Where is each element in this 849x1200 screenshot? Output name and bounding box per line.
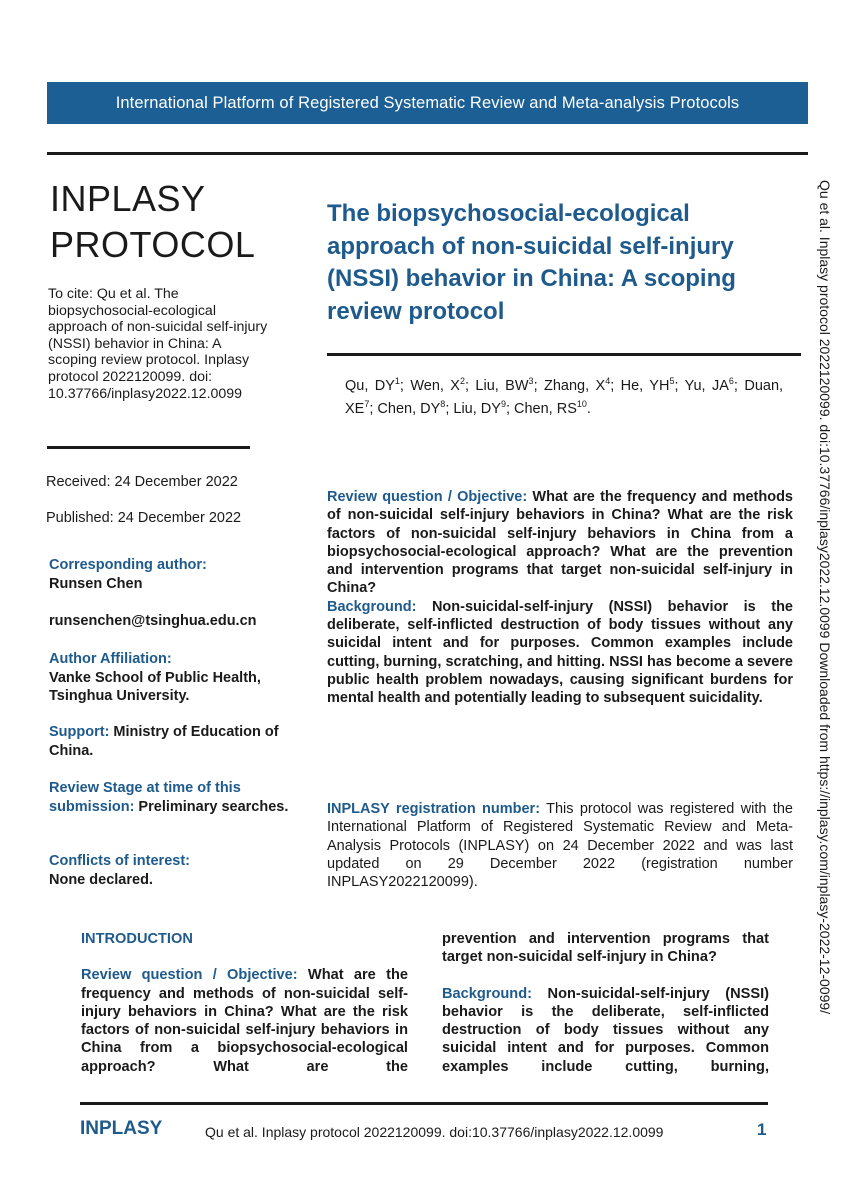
footer-citation: Qu et al. Inplasy protocol 2022120099. doi:10.37766/inplasy2022.12.0099 — [205, 1124, 664, 1140]
support-label: Support: — [49, 724, 110, 740]
intro-review-question: Review question / Objective: What are the frequency and methods of non-suicidal self-injury behaviors in China? What are the risk factors of non-suicidal self-injury behaviors in China from a biopsychosocial-ecological approach? What are the — [81, 967, 408, 1075]
author: Chen, $DY^8$; — [377, 399, 454, 418]
author-email[interactable] — [49, 612, 294, 631]
review-stage-value: Preliminary searches. — [134, 798, 289, 815]
review-stage — [49, 779, 294, 816]
corresponding-author — [49, 556, 294, 593]
vertical-download-citation: Qu et al. Inplasy protocol 2022120099. doi:10.37766/inplasy2022.12.0099 Downloaded from https://inplasy.com/inplasy-2022-12-0099/ — [817, 180, 833, 1015]
protocol-label-line1: INPLASY — [50, 178, 206, 219]
registration-info — [327, 800, 793, 891]
page-number: 1 — [757, 1120, 767, 1139]
citation-text: To cite: Qu et al. The biopsychosocial-ecological approach of non-suicidal self-injury (NSSI) behavior in China: A scoping review protocol. Inplasy protocol 2022120099. doi: 10.37766/inplasy2022.12.0099 — [48, 286, 268, 402]
affiliation-label: Author Affiliation: — [49, 651, 172, 667]
support-value: Ministry of Education of China. — [49, 724, 279, 759]
received-date: Received: 24 December 2022 — [46, 474, 238, 490]
intro-background: Background: Non-suicidal-self-injury (NSSI) behavior is the deliberate, self-inflicted destruction of body tissues without any suicidal intent and for purposes. Common examples include cutting, burning, — [442, 985, 769, 1075]
support-info — [49, 723, 294, 760]
affiliation-value: Vanke School of Public Health, Tsinghua University. — [49, 669, 261, 704]
author-affiliation — [49, 650, 294, 706]
protocol-label-line2: PROTOCOL — [50, 224, 256, 265]
author: Wen, $X^2$; — [410, 376, 476, 394]
footer-brand: INPLASY — [80, 1118, 163, 1139]
author: Chen, RS$^{10}$. — [514, 399, 591, 418]
conflicts-value: None declared. — [49, 871, 153, 888]
published-date: Published: 24 December 2022 — [46, 510, 242, 526]
author: He, $YH^5$; — [620, 376, 685, 394]
intro-review-question-cont: prevention and intervention programs that target non-suicidal self-injury in China? — [442, 931, 769, 966]
registration-text: This protocol was registered with the International Platform of Registered Systematic Review and Meta-Analysis Protocols (INPLASY) on 24 December 2022 and was last updated on 29 December 2022 (registration number INPLASY2022120099). — [327, 801, 793, 891]
corresponding-author-name: Runsen Chen — [49, 575, 143, 592]
intro-heading: INTRODUCTION — [81, 931, 193, 947]
email-link[interactable]: runsenchen@tsinghua.edu.cn — [49, 613, 257, 629]
intro-right-column — [442, 930, 769, 1076]
cite-divider — [47, 446, 250, 449]
author: Yu, $JA^6$; — [684, 376, 745, 394]
paper-title: The biopsychosocial-ecological approach of non-suicidal self-injury (NSSI) behavior in China: A scoping review protocol — [327, 200, 736, 325]
protocol-label — [50, 176, 255, 268]
abstract — [327, 488, 793, 708]
banner-text: International Platform of Registered Systematic Review and Meta-analysis Protocols — [115, 93, 740, 112]
abstract-review-question: Review question / Objective: What are the frequency and methods of non-suicidal self-injury behaviors in China? What are the risk factors of non-suicidal self-injury behaviors in China from a biopsychosocial-ecological approach? What are the prevention and intervention programs that target non-suicidal self-injury in China? — [327, 489, 793, 597]
abstract-background: Background: Non-suicidal-self-injury (NSSI) behavior is the deliberate, self-inflicted destruction of body tissues without any suicidal intent and for purposes. Common examples include cutting, burning, scratching, and hitting. NSSI has become a severe public health problem nowadays, causing significant burdens for mental health and potentially leading to subsequent suicidality. — [327, 598, 793, 707]
author: Zhang, $X^4$; — [543, 376, 621, 394]
top-divider — [47, 152, 808, 155]
footer-divider — [80, 1102, 768, 1105]
conflicts-label: Conflicts of interest: — [49, 853, 190, 869]
author-list — [345, 372, 783, 419]
corresponding-author-label: Corresponding author: — [49, 557, 207, 573]
author: Liu, $DY^9$; — [453, 399, 515, 418]
platform-banner — [47, 82, 808, 124]
intro-left-column — [81, 930, 408, 1076]
conflicts-of-interest — [49, 852, 294, 889]
author: Duan, $XE^7$; — [345, 377, 784, 418]
author: Liu, $BW^3$; — [475, 376, 544, 394]
registration-label: INPLASY registration number: — [327, 801, 541, 817]
author: Qu, $DY^1$; — [345, 376, 411, 394]
review-stage-label: Review Stage at time of this submission: — [49, 780, 241, 815]
title-divider — [327, 353, 801, 356]
